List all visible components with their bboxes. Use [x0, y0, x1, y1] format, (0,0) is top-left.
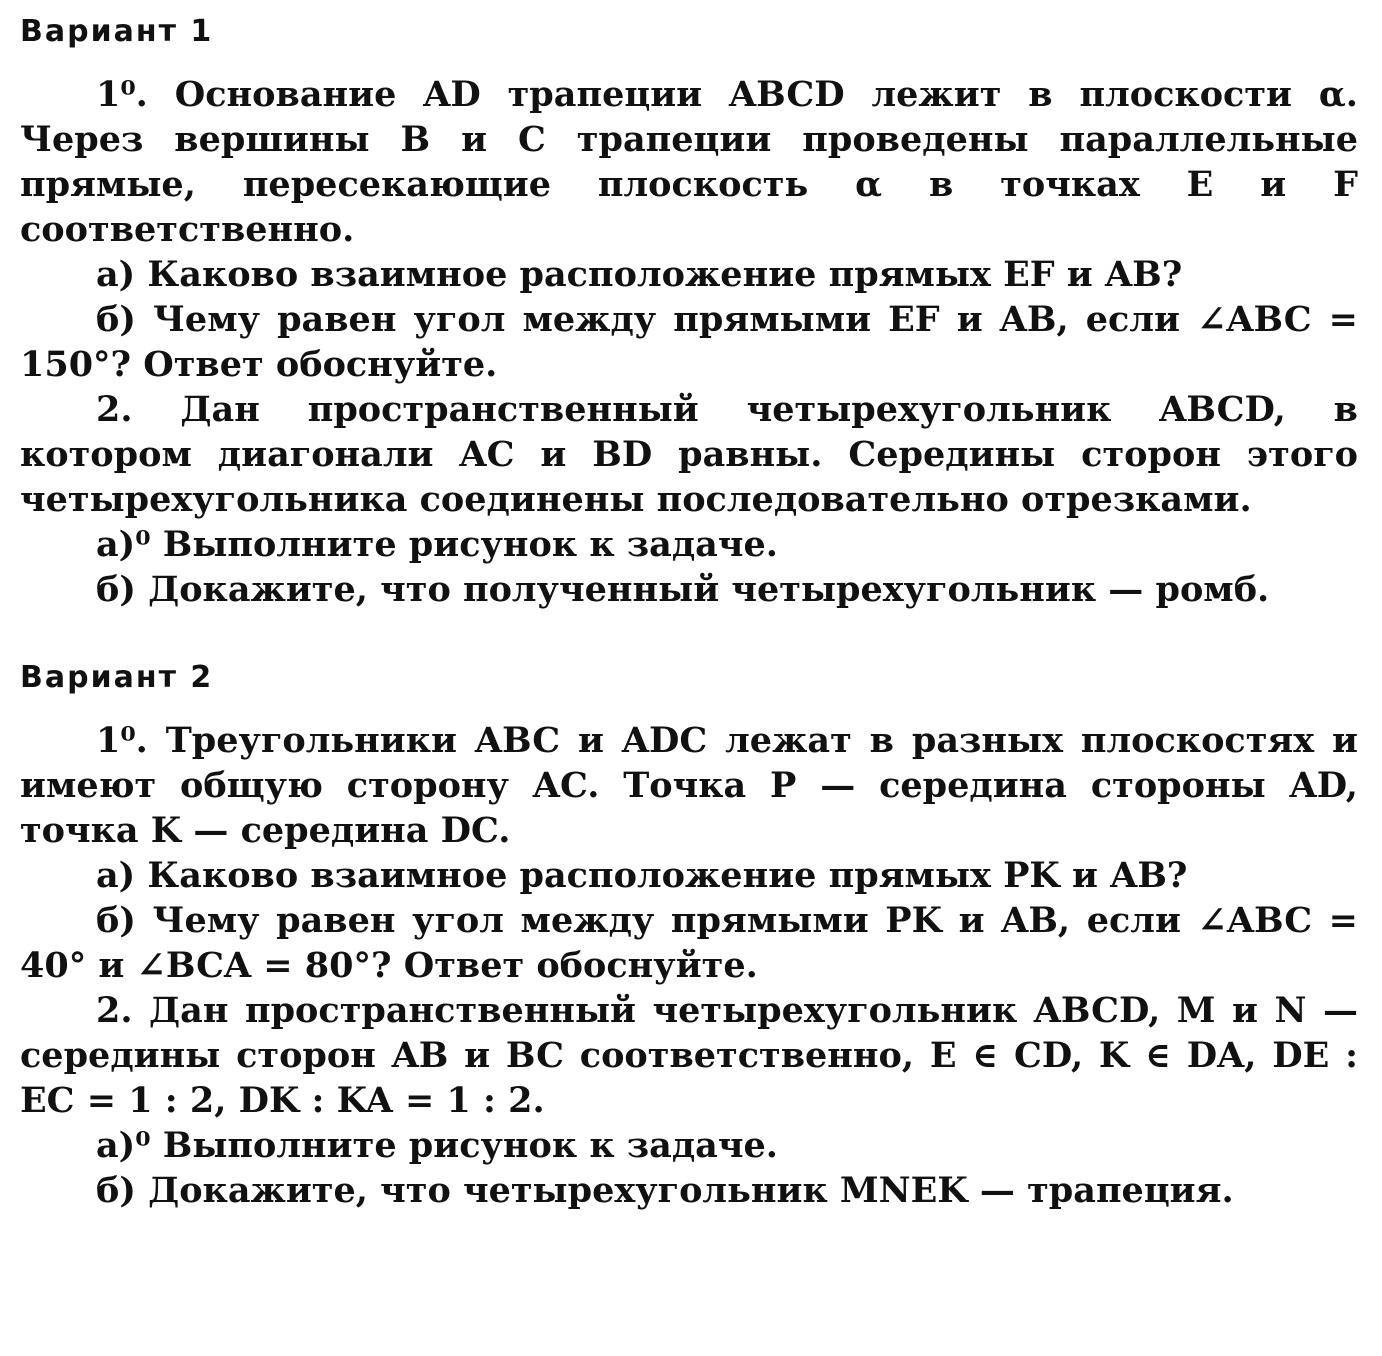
v2-task1-b: б) Чему равен угол между прямыми PK и AB, если ∠ABC = 40° и ∠BCA = 80°? Ответ обоснуйте.	[20, 900, 1358, 986]
variant-1-title: Вариант 1	[20, 14, 214, 49]
variant-2-title: Вариант 2	[20, 660, 214, 695]
v2-task2-intro: 2. Дан пространственный четырехугольник ABCD, M и N — середины сторон AB и BC соответственно, E ∈ CD, K ∈ DA, DE : EC = 1 : 2, DK : KA = 1 : 2.	[20, 990, 1358, 1121]
v1-task2-intro: 2. Дан пространственный четырехугольник ABCD, в котором диагонали AC и BD равны. Середины сторон этого четырехугольника соединены последовательно отрезками.	[20, 389, 1358, 520]
v1-task1-b: б) Чему равен угол между прямыми EF и AB, если ∠ABC = 150°? Ответ обоснуйте.	[20, 299, 1358, 385]
v1-task2-b: б) Докажите, что полученный четырехугольник — ромб.	[96, 569, 1270, 610]
v2-task1-intro: 1⁰. Треугольники ABC и ADC лежат в разных плоскостях и имеют общую сторону AC. Точка P — середина стороны AD, точка K — середина DC.	[20, 720, 1358, 851]
v2-task2-a: а)⁰ Выполните рисунок к задаче.	[96, 1125, 778, 1166]
v1-task2-a: а)⁰ Выполните рисунок к задаче.	[96, 524, 778, 565]
v1-task1-a: а) Каково взаимное расположение прямых EF и AB?	[96, 254, 1183, 295]
v2-task1-a: а) Каково взаимное расположение прямых PK и AB?	[96, 855, 1188, 896]
v2-task2-b: б) Докажите, что четырехугольник MNEK — трапеция.	[96, 1170, 1234, 1211]
v1-task1-intro: 1⁰. Основание AD трапеции ABCD лежит в плоскости α. Через вершины B и C трапеции проведены параллельные прямые, пересекающие плоскость α в точках E и F соответственно.	[20, 74, 1358, 250]
